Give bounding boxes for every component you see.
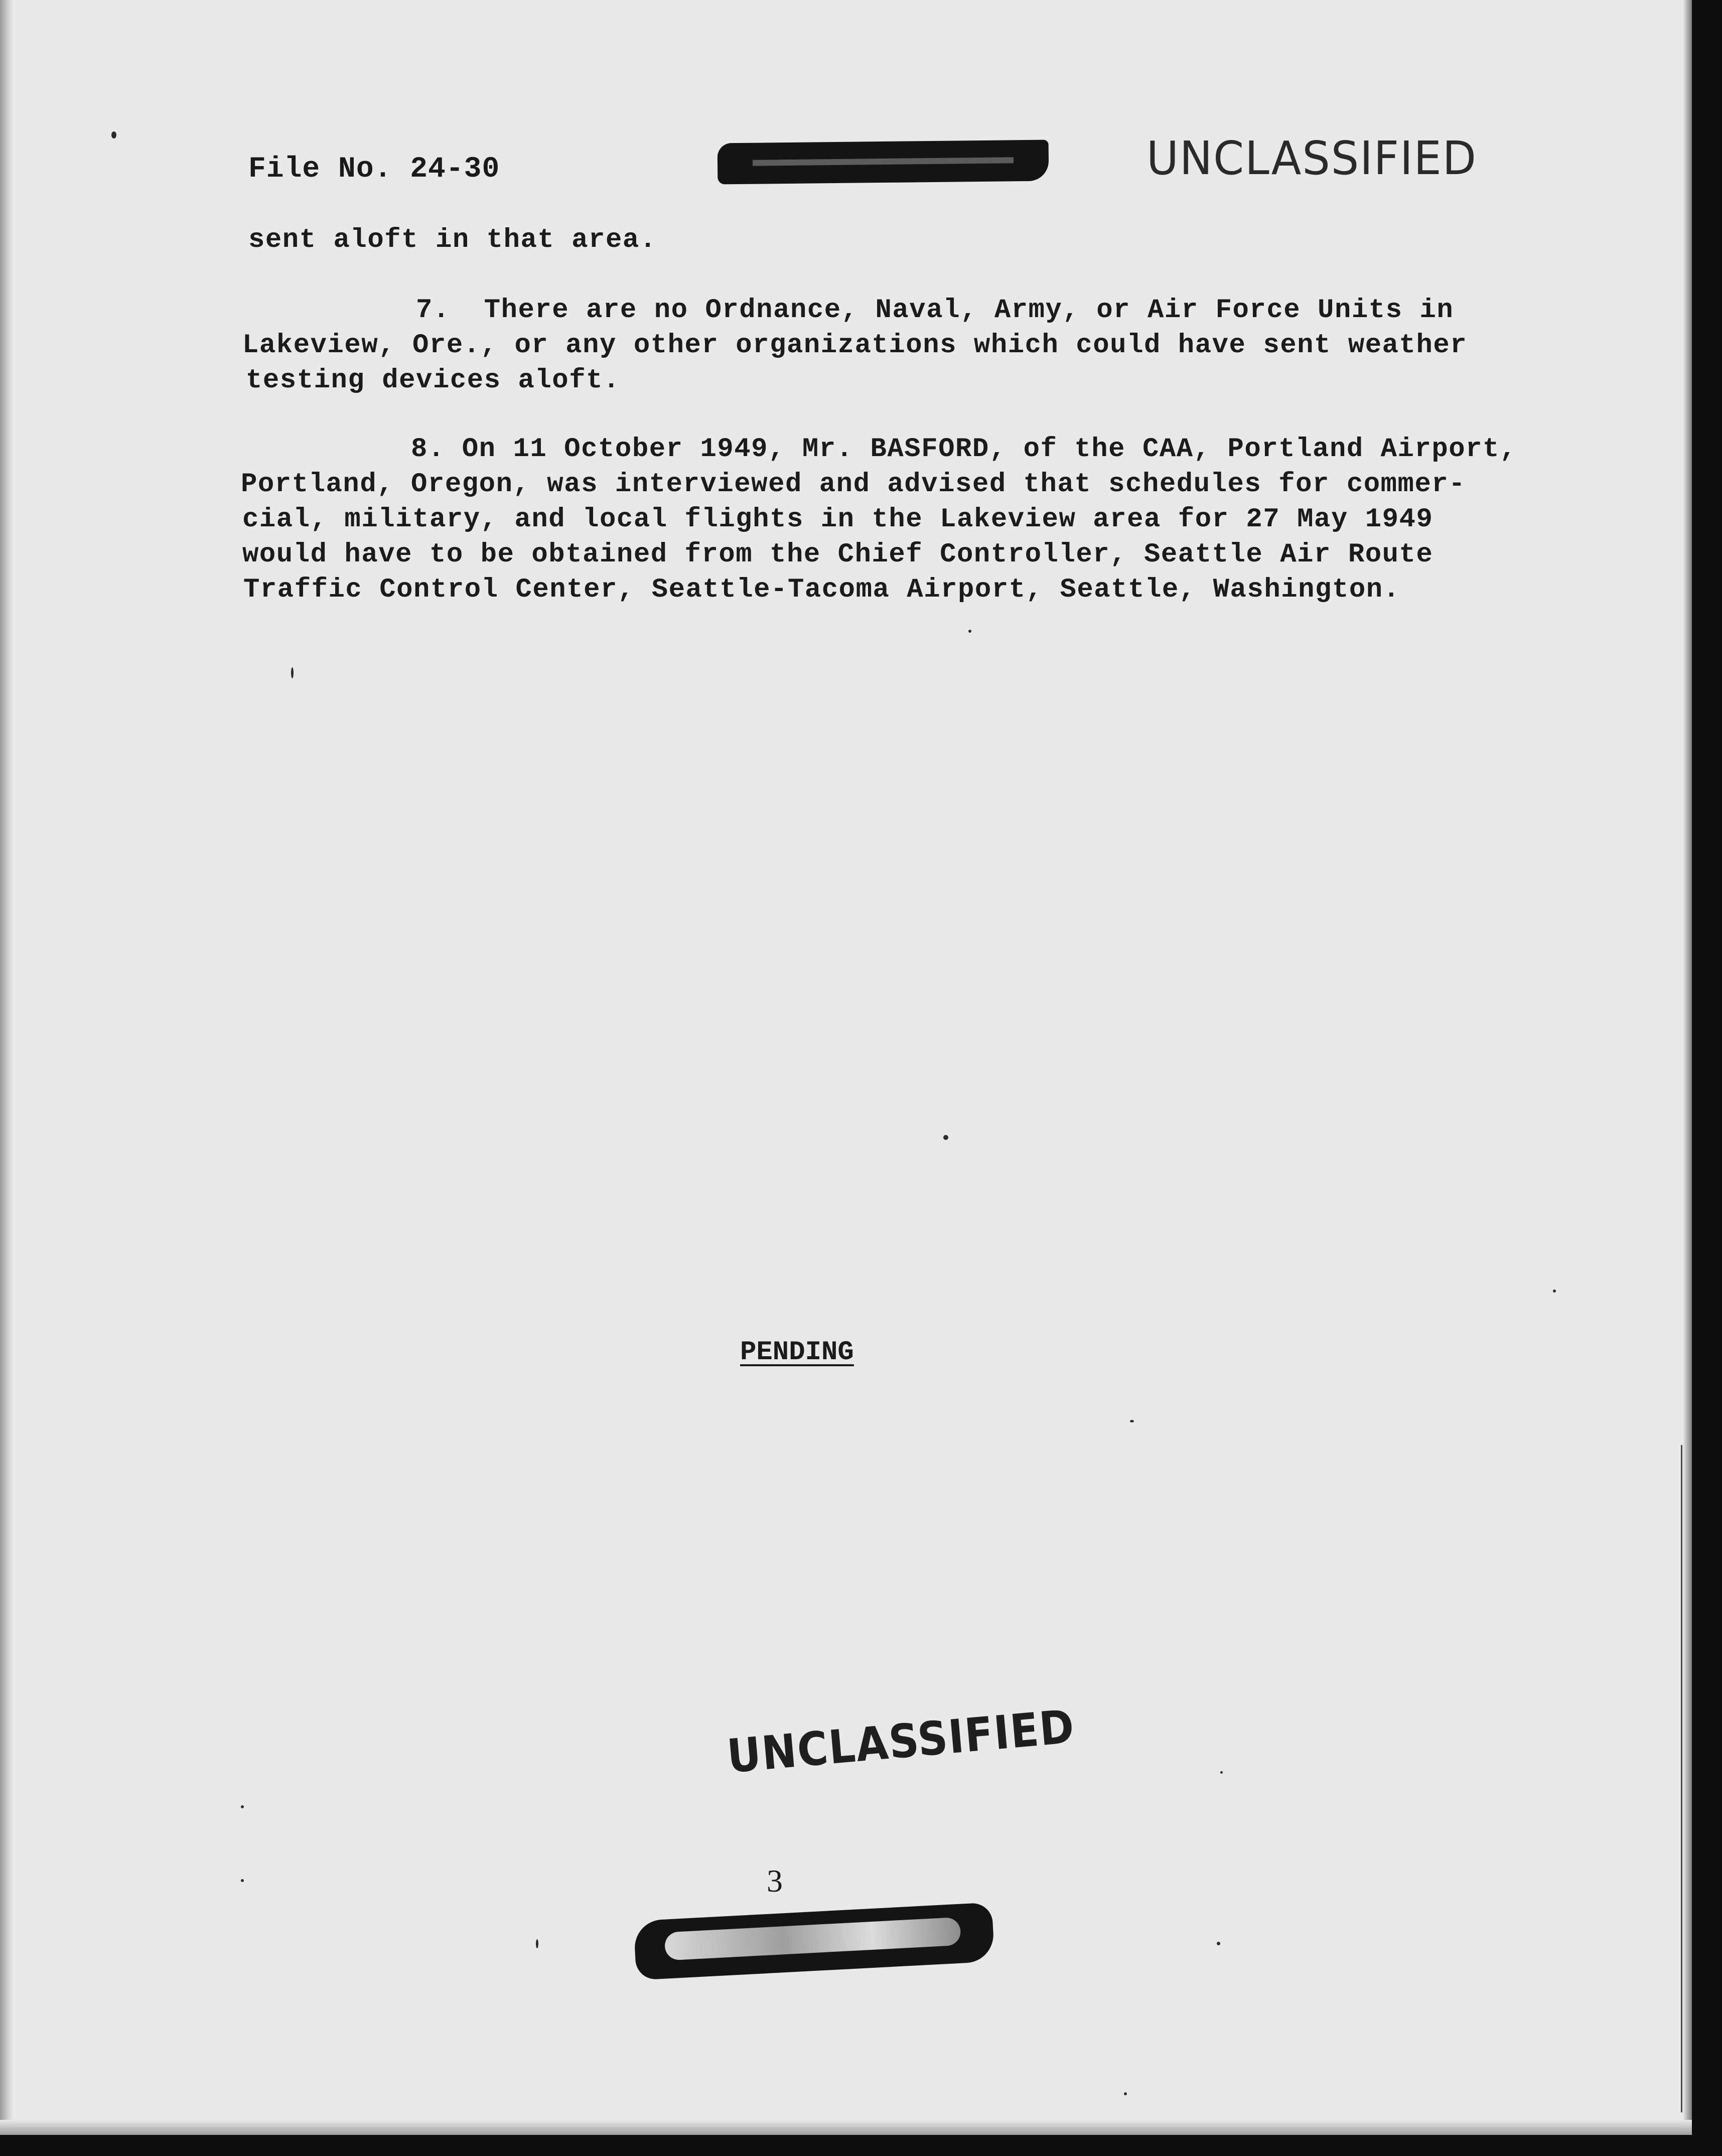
scan-right-shadow xyxy=(1683,0,1692,2135)
body-line: sent aloft in that area. xyxy=(248,225,657,255)
scan-speck xyxy=(536,1939,538,1948)
scan-speck xyxy=(241,1879,244,1882)
scan-speck xyxy=(241,1805,244,1808)
redaction-bar-bottom xyxy=(633,1902,994,1980)
body-line: testing devices aloft. xyxy=(246,365,620,396)
body-line: would have to be obtained from the Chief Controller, Seattle Air Route xyxy=(242,539,1433,570)
body-line: Lakeview, Ore., or any other organizations which could have sent weather xyxy=(242,330,1468,361)
scan-speck xyxy=(1220,1771,1223,1774)
scan-left-edge xyxy=(0,0,13,2135)
body-line: Traffic Control Center, Seattle-Tacoma Airport, Seattle, Washington. xyxy=(243,574,1400,605)
scan-speck xyxy=(291,667,294,678)
body-line: cial, military, and local flights in the Lakeview area for 27 May 1949 xyxy=(242,504,1433,535)
file-number: File No. 24-30 xyxy=(248,153,500,186)
scan-speck xyxy=(943,1135,948,1140)
scan-margin-line xyxy=(1681,1445,1682,2112)
pending-status: PENDING xyxy=(740,1337,854,1368)
scan-bottom-edge xyxy=(0,2120,1692,2135)
scan-speck xyxy=(1124,2092,1127,2095)
body-line: 7. There are no Ordnance, Naval, Army, or Air Force Units in xyxy=(246,295,1454,326)
page-number: 3 xyxy=(767,1863,783,1899)
classification-stamp-top: UNCLASSIFIED xyxy=(1146,131,1477,185)
body-line: Portland, Oregon, was interviewed and advised that schedules for commer- xyxy=(241,469,1466,500)
redaction-bar-top xyxy=(718,140,1049,185)
classification-stamp-bottom: UNCLASSIFIED xyxy=(725,1699,1077,1784)
body-line: 8. On 11 October 1949, Mr. BASFORD, of the CAA, Portland Airport, xyxy=(241,434,1517,465)
scan-speck xyxy=(111,131,116,138)
scan-speck xyxy=(968,630,971,633)
scan-speck xyxy=(1217,1942,1220,1945)
scan-speck xyxy=(1553,1289,1556,1292)
scan-speck xyxy=(1130,1420,1134,1422)
